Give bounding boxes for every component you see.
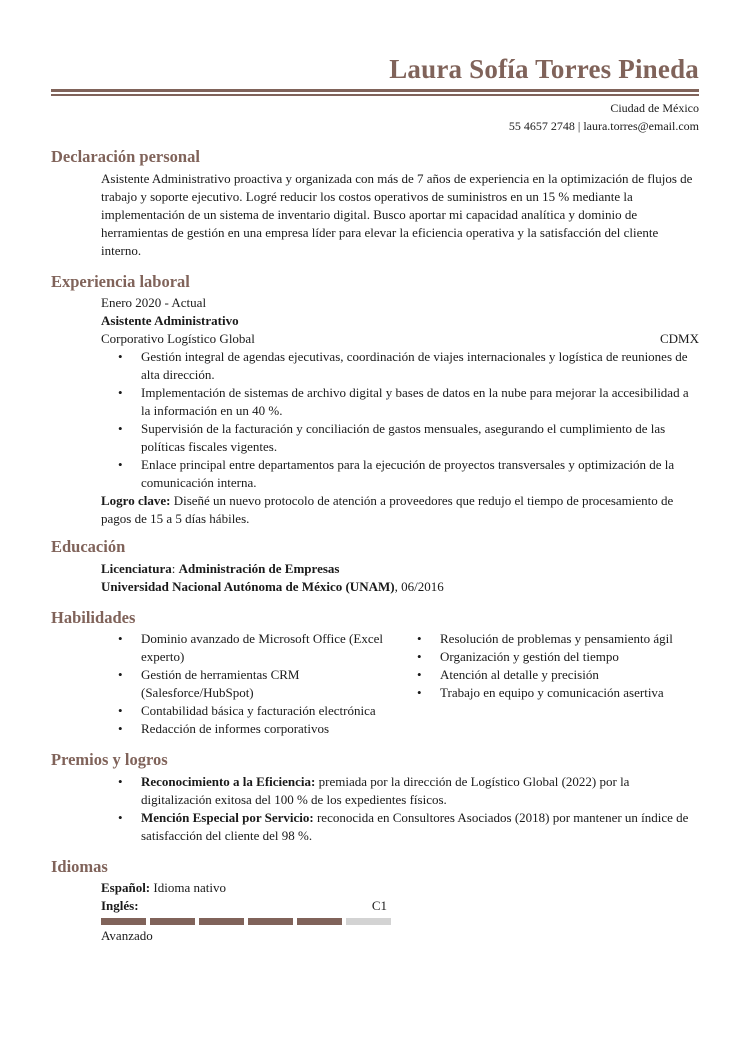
- awards-list: [101, 773, 699, 845]
- skill-item: • Redacción de informes corporativos: [101, 720, 400, 738]
- section-title-experience: Experiencia laboral: [51, 272, 190, 291]
- contact-line: [509, 119, 699, 134]
- experience-bullet: • Supervisión de la facturación y conciliación de gastos mensuales, asegurando el cumplimiento de las políticas fiscales vigentes.: [101, 420, 699, 456]
- level-segment-filled: [248, 918, 293, 925]
- skill-item: • Trabajo en equipo y comunicación asertiva: [400, 684, 699, 702]
- achievement-label: Logro clave:: [101, 493, 171, 508]
- experience-bullet: • Enlace principal entre departamentos para la ejecución de proyectos transversales y optimización de la comunicación interna.: [101, 456, 699, 492]
- language-native-text: Idioma nativo: [150, 880, 226, 895]
- section-title-personal: Declaración personal: [51, 147, 200, 166]
- level-segment-empty: [346, 918, 391, 925]
- degree-separator: :: [171, 561, 179, 576]
- section-title-education: Educación: [51, 537, 126, 556]
- language-second-level-code: C1: [371, 898, 387, 913]
- skills-columns: [101, 630, 699, 738]
- experience-location: CDMX: [659, 331, 699, 346]
- experience-dates: Enero 2020 - Actual: [101, 295, 207, 310]
- level-segment-filled: [101, 918, 146, 925]
- school-name: Universidad Nacional Autónoma de México (UNAM): [101, 579, 395, 594]
- languages-entry: [101, 879, 699, 945]
- level-segment-filled: [297, 918, 342, 925]
- skill-item: • Atención al detalle y precisión: [400, 666, 699, 684]
- experience-bullet: • Implementación de sistemas de archivo digital y bases de datos en la nube para mejorar la accesibilidad a la información en un 40 %.: [101, 384, 699, 420]
- personal-statement-text: Asistente Administrativo proactiva y organizada con más de 7 años de experiencia en la optimización de flujos de trabajo y soporte ejecutivo. Logré reducir los costos operativos de suministros en un 15 % mediante la implementación de un sistema de inventario digital. Busco aportar mi capacidad analítica y dominio de herramientas de gestión en una empresa líder para elevar la eficiencia operativa y la satisfacción del cliente interno.: [101, 171, 693, 258]
- language-second-row: [101, 897, 387, 915]
- award-item: [101, 809, 699, 845]
- language-native: [101, 879, 699, 897]
- education-entry: [101, 560, 699, 596]
- skills-left-list: [101, 630, 400, 738]
- experience-company: Corporativo Logístico Global: [101, 331, 255, 346]
- section-title-skills: Habilidades: [51, 608, 136, 627]
- section-title-awards: Premios y logros: [51, 750, 168, 769]
- education-date: , 06/2016: [394, 579, 444, 594]
- education-school-line: [101, 578, 699, 596]
- experience-achievement: [101, 492, 699, 528]
- skill-item: • Dominio avanzado de Microsoft Office (Excel experto): [101, 630, 400, 666]
- contact-separator: |: [577, 119, 581, 133]
- awards-entry: [101, 773, 699, 845]
- degree-name: Administración de Empresas: [178, 561, 340, 576]
- experience-bullet: • Gestión integral de agendas ejecutivas, coordinación de viajes internacionales y logística de reuniones de alta dirección.: [101, 348, 699, 384]
- section-title-languages: Idiomas: [51, 857, 108, 876]
- contact-email[interactable]: laura.torres@email.com: [583, 119, 699, 133]
- candidate-name: Laura Sofía Torres Pineda: [389, 54, 699, 84]
- header-rule-thin: [51, 94, 699, 96]
- header-rule-thick: [51, 89, 699, 92]
- skill-item: • Resolución de problemas y pensamiento ágil: [400, 630, 699, 648]
- language-level-bar: [101, 918, 699, 925]
- award-text: premiada por la dirección de Logístico Global (2022) por la digitalización exitosa del 100 % de los expedientes físicos.: [141, 774, 630, 807]
- education-degree-line: [101, 560, 699, 578]
- experience-bullets: [101, 348, 699, 492]
- skill-item: • Gestión de herramientas CRM (Salesforce/HubSpot): [101, 666, 400, 702]
- personal-statement: [101, 170, 699, 260]
- level-segment-filled: [150, 918, 195, 925]
- skill-item: • Organización y gestión del tiempo: [400, 648, 699, 666]
- degree-label: Licenciatura: [101, 561, 172, 576]
- experience-role: Asistente Administrativo: [101, 313, 239, 328]
- skill-item: • Contabilidad básica y facturación electrónica: [101, 702, 400, 720]
- experience-company-row: [101, 330, 699, 348]
- award-label: Mención Especial por Servicio:: [141, 810, 314, 825]
- contact-phone: 55 4657 2748: [508, 119, 575, 133]
- level-segment-filled: [199, 918, 244, 925]
- language-second-label: Inglés:: [101, 898, 139, 913]
- experience-entry: [101, 294, 699, 528]
- language-second-level-text: Avanzado: [101, 928, 153, 943]
- achievement-text: Diseñé un nuevo protocolo de atención a proveedores que redujo el tiempo de procesamiento de pagos de 15 a 5 días hábiles.: [101, 493, 674, 526]
- language-native-label: Español:: [101, 880, 151, 895]
- skills-right-list: [400, 630, 699, 738]
- award-text: reconocida en Consultores Asociados (2018) por mantener un índice de satisfacción del cliente del 98 %.: [141, 810, 689, 843]
- award-label: Reconocimiento a la Eficiencia:: [141, 774, 316, 789]
- award-item: [101, 773, 699, 809]
- contact-city: Ciudad de México: [610, 101, 699, 115]
